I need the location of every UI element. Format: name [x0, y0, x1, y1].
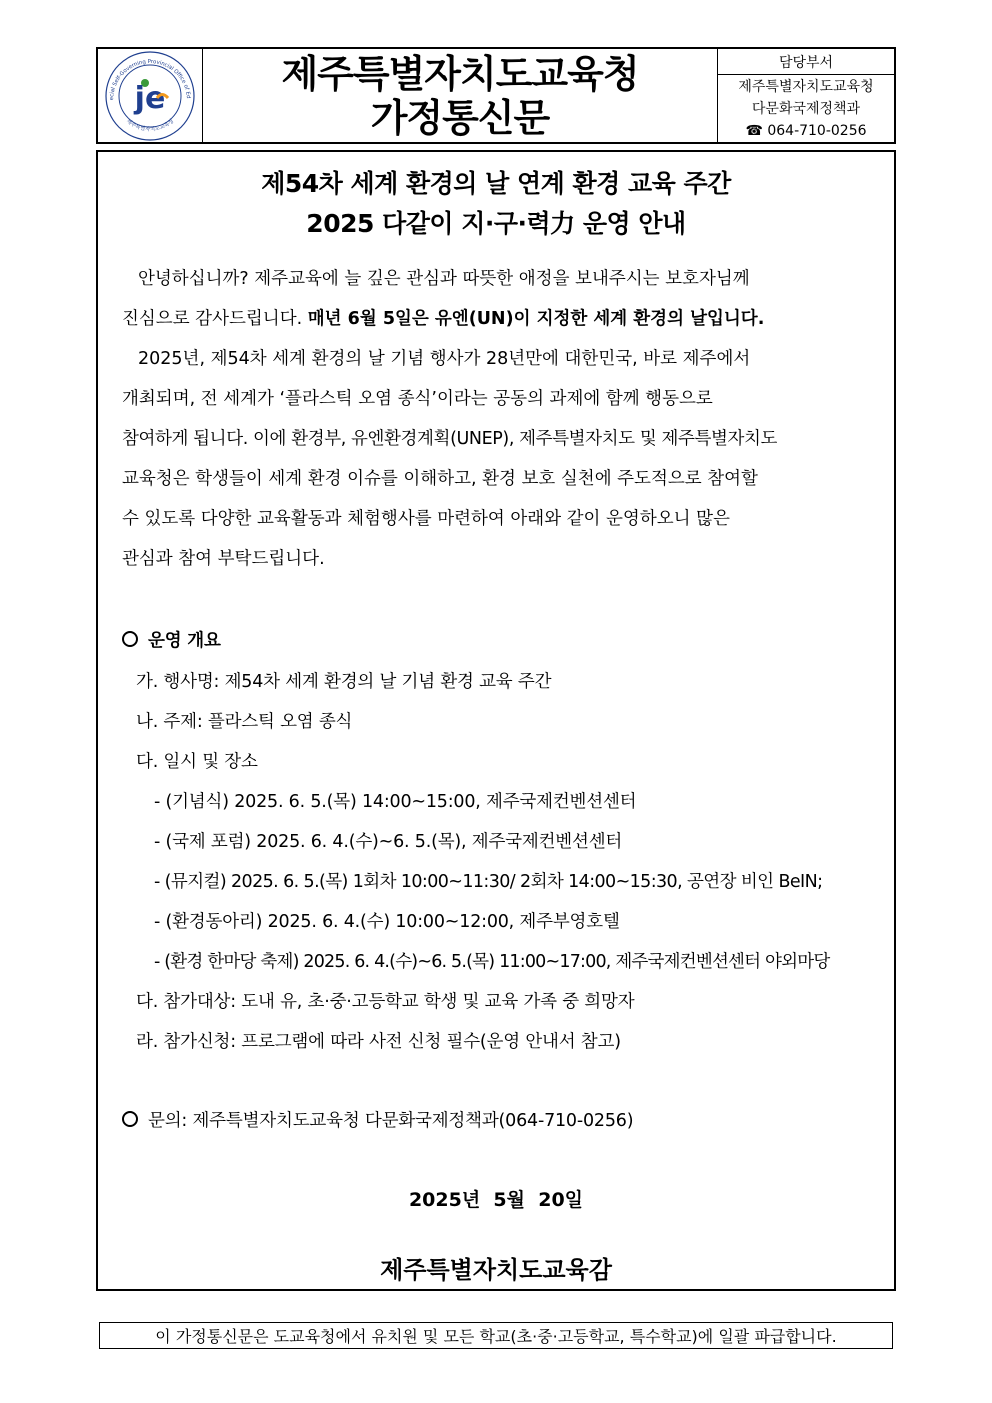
intro-line: 수 있도록 다양한 교육활동과 체험행사를 마련하여 아래와 같이 운영하오니 많은 [122, 509, 730, 529]
schedule-item: - (뮤지컬) 2025. 6. 5.(목) 1회차 10:00~11:30/ 2회차 14:00~15:30, 공연장 비인 BeIN; [154, 872, 823, 892]
intro-bold-sentence: 매년 6월 5일은 유엔(UN)이 지정한 세계 환경의 날입니다. [307, 309, 765, 329]
doc-type: 가정통신문 [370, 95, 550, 140]
overview-heading: 운영 개요 [122, 627, 221, 652]
intro-line: 관심과 참여 부탁드립니다. [122, 549, 325, 569]
department-label: 담당부서 [718, 49, 894, 75]
logo-bottom-text: 제주특별자치도교육청 [124, 117, 176, 133]
intro-line: 개최되며, 전 세계가 ‘플라스틱 오염 종식’이라는 공동의 과제에 함께 행동으로 [122, 389, 713, 409]
overview-item: 다. 일시 및 장소 [136, 752, 258, 772]
schedule-item: - (환경동아리) 2025. 6. 4.(수) 10:00~12:00, 제주부영호텔 [154, 912, 620, 932]
doc-title-line1: 제54차 세계 환경의 날 연계 환경 교육 주간 [261, 169, 731, 198]
intro-line: 참여하게 됩니다. 이에 환경부, 유엔환경계획(UNEP), 제주특별자치도 및 제주특별자치도 [122, 429, 778, 449]
circle-bullet-icon [122, 631, 138, 647]
logo-cell [98, 49, 203, 142]
schedule-item: - (국제 포럼) 2025. 6. 4.(수)~6. 5.(목), 제주국제컨벤션센터 [154, 832, 623, 852]
overview-application: 라. 참가신청: 프로그램에 따라 사전 신청 필수(운영 안내서 참고) [136, 1032, 621, 1052]
department-phone: ☎ 064-710-0256 [745, 122, 867, 139]
letterhead [96, 47, 896, 144]
issue-date: 2025년 5월 20일 [408, 1189, 584, 1211]
logo-circle-text: ecial Self-Governing Provincial Office of Ed [108, 58, 192, 100]
intro-line: 안녕하십니까? 제주교육에 늘 깊은 관심과 따뜻한 애정을 보내주시는 보호자님께 [138, 269, 750, 289]
contact-text: 문의: 제주특별자치도교육청 다문화국제정책과(064-710-0256) [148, 1111, 634, 1131]
signature: 제주특별자치도교육감 [380, 1255, 612, 1284]
distribution-notice: 이 가정통신문은 도교육청에서 유치원 및 모든 학교(초·중·고등학교, 특수학교)에 일괄 파급합니다. [99, 1322, 893, 1349]
doc-title-line2: 2025 다같이 지·구·력力 운영 안내 [306, 209, 686, 238]
intro-line: 2025년, 제54차 세계 환경의 날 기념 행사가 28년만에 대한민국, 바로 제주에서 [138, 349, 751, 369]
schedule-item: - (환경 한마당 축제) 2025. 6. 4.(수)~6. 5.(목) 11:00~17:00, 제주국제컨벤션센터 야외마당 [154, 952, 830, 972]
intro-paragraph [122, 259, 872, 579]
office-logo [102, 50, 198, 142]
department-box [717, 49, 894, 142]
letter-title [203, 49, 717, 142]
overview-item: 나. 주제: 플라스틱 오염 종식 [136, 712, 353, 732]
department-office: 제주특별자치도교육청 [738, 78, 874, 95]
circle-bullet-icon [122, 1111, 138, 1127]
svg-text:제주특별자치도교육청 [125, 116, 175, 132]
intro-line: 교육청은 학생들이 세계 환경 이슈를 이해하고, 환경 보호 실천에 주도적으로 참여할 [122, 469, 758, 489]
document-body [96, 150, 896, 1291]
contact-line [122, 1107, 633, 1132]
org-name: 제주특별자치도교육청 [281, 51, 639, 96]
department-division: 다문화국제정책과 [751, 100, 861, 117]
intro-line: 진심으로 감사드립니다. [122, 309, 308, 329]
logo-letters: je [134, 80, 166, 116]
schedule-item: - (기념식) 2025. 6. 5.(목) 14:00~15:00, 제주국제컨벤션센터 [154, 792, 637, 812]
overview-item: 가. 행사명: 제54차 세계 환경의 날 기념 환경 교육 주간 [136, 672, 552, 692]
overview-target: 다. 참가대상: 도내 유, 초·중·고등학교 학생 및 교육 가족 중 희망자 [136, 992, 635, 1012]
